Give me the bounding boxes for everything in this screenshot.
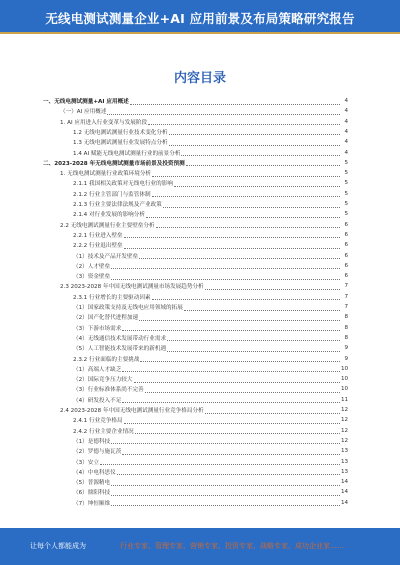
toc-leader-dots <box>107 108 340 115</box>
toc-entry-title: 2.1.1 我国相关政策对无线电行业的影响 <box>73 181 173 188</box>
toc-entry[interactable] <box>73 457 348 467</box>
toc-entry-title: （一）AI 应用概述 <box>60 109 107 116</box>
toc-leader-dots <box>145 386 340 393</box>
toc-page-number: 6 <box>344 273 348 280</box>
toc-entry[interactable] <box>73 384 348 394</box>
toc-entry[interactable] <box>60 117 348 127</box>
header-accent-line <box>0 32 400 34</box>
toc-entry-title: 2.1.2 行业主管部门与监管体制 <box>73 191 151 198</box>
toc-entry[interactable] <box>73 364 348 374</box>
toc-entry[interactable] <box>73 343 348 353</box>
toc-entry-title: （2）人才壁垒 <box>73 263 111 270</box>
toc-entry-title: 1.3 无线电测试测量行业发展特点分析 <box>73 140 168 147</box>
toc-entry-title: 1.2 无线电测试测量行业技术变化分析 <box>73 129 168 136</box>
toc-entry[interactable] <box>73 415 348 425</box>
toc-page-number: 5 <box>344 170 348 177</box>
toc-page-number: 4 <box>344 139 348 146</box>
toc-page-number: 5 <box>344 159 348 166</box>
toc-entry[interactable] <box>73 374 348 384</box>
toc-page-number: 6 <box>344 262 348 269</box>
toc-page-number: 14 <box>341 479 349 486</box>
toc-leader-dots <box>167 334 340 341</box>
footer-expert-list: 行业专家、管理专家、营销专家、投资专家、战略专家、成功企业家…… <box>120 542 344 550</box>
toc-leader-dots <box>174 180 340 187</box>
toc-leader-dots <box>111 273 340 280</box>
toc-entry-title: （2）罗德与施瓦茨 <box>73 449 122 456</box>
toc-leader-dots <box>100 458 340 465</box>
toc-entry[interactable] <box>73 477 348 487</box>
toc-page-number: 6 <box>344 221 348 228</box>
toc-entry-title: 二、2023-2028 年无线电测试测量市场前景及投资预测 <box>43 160 185 167</box>
toc-entry[interactable] <box>73 354 348 364</box>
toc-entry[interactable] <box>60 281 348 291</box>
toc-page-number: 5 <box>344 211 348 218</box>
toc-leader-dots <box>111 489 340 496</box>
toc-page-number: 13 <box>341 468 349 475</box>
toc-page-number: 14 <box>341 489 349 496</box>
toc-heading: 内容目录 <box>173 71 226 86</box>
toc-page-number: 10 <box>341 365 349 372</box>
toc-entry[interactable] <box>73 498 348 508</box>
toc-page-number: 5 <box>344 201 348 207</box>
toc-leader-dots <box>117 468 340 475</box>
toc-entry[interactable] <box>73 261 348 271</box>
toc-page-number: 7 <box>344 293 348 300</box>
toc-leader-dots <box>169 128 340 135</box>
toc-page-number: 4 <box>344 98 348 104</box>
toc-entry[interactable] <box>73 199 348 209</box>
toc-entry-title: 2.3.1 行业增长的主要驱动因素 <box>73 294 151 301</box>
toc-entry[interactable] <box>43 96 348 106</box>
toc-leader-dots <box>152 190 340 197</box>
toc-entry[interactable] <box>73 302 348 312</box>
toc-page-number: 9 <box>344 345 348 352</box>
toc-entry-title: 2.4.2 行业主要企业情况 <box>73 428 134 435</box>
toc-page-number: 10 <box>341 376 349 383</box>
toc-entry[interactable] <box>73 178 348 188</box>
toc-entry[interactable] <box>73 271 348 281</box>
toc-leader-dots <box>156 221 340 228</box>
toc-leader-dots <box>146 211 340 218</box>
toc-entry[interactable] <box>60 220 348 230</box>
toc-entry-title: （3）资金壁垒 <box>73 274 111 281</box>
toc-leader-dots <box>169 139 340 146</box>
toc-page-number: 10 <box>341 386 349 393</box>
toc-entry-title: 1.4 AI 赋能无线电测试测量行业的前景分析 <box>73 150 181 157</box>
toc-page-number: 5 <box>344 190 348 197</box>
table-of-contents <box>0 96 400 528</box>
toc-entry-title: 一、无线电测试测量+AI 应用概述 <box>43 99 129 105</box>
toc-page-number: 12 <box>341 437 349 444</box>
report-header-bar <box>0 0 400 32</box>
toc-entry-title: 2.3.2 行业面临的主要挑战 <box>73 356 140 363</box>
toc-leader-dots <box>124 231 340 238</box>
toc-entry[interactable] <box>73 292 348 302</box>
toc-leader-dots <box>111 437 340 444</box>
toc-entry-title: （5）人工智能技术发展带来的新机遇 <box>73 346 167 353</box>
toc-entry[interactable] <box>73 436 348 446</box>
toc-page-number: 8 <box>344 324 348 331</box>
toc-entry[interactable] <box>60 168 348 178</box>
toc-entry-title: （1）国家政策支持及无线电应用领域的拓展 <box>73 305 183 311</box>
toc-entry[interactable] <box>73 395 348 405</box>
toc-leader-dots <box>205 407 340 414</box>
toc-entry-title: （2）国际竞争压力较大 <box>73 377 133 384</box>
toc-page-number: 4 <box>344 118 348 125</box>
toc-leader-dots <box>122 396 340 403</box>
toc-entry[interactable] <box>73 148 348 158</box>
toc-leader-dots <box>111 479 340 486</box>
toc-page-number: 4 <box>344 108 348 115</box>
toc-page-number: 8 <box>344 314 348 321</box>
toc-entry-title: （4）研发投入不足 <box>73 397 122 404</box>
toc-entry[interactable] <box>73 240 348 250</box>
toc-entry-title: （3）下游市场需求 <box>73 325 122 332</box>
toc-page-number: 6 <box>344 252 348 259</box>
toc-page-number: 7 <box>344 283 348 290</box>
toc-entry[interactable] <box>73 189 348 199</box>
toc-entry[interactable] <box>73 467 348 477</box>
toc-entry[interactable] <box>73 333 348 343</box>
footer-slogan: 让每个人都能成为 <box>30 542 86 550</box>
toc-page-number: 12 <box>341 407 349 413</box>
toc-entry-title: 2.2.1 行业进入壁垒 <box>73 232 123 239</box>
toc-entry[interactable] <box>73 127 348 137</box>
toc-entry[interactable] <box>73 323 348 333</box>
toc-leader-dots <box>124 417 340 424</box>
toc-entry-title: （3）行业标准体系尚不完善 <box>73 387 144 394</box>
toc-entry-title: 2.1.4 对行业发展的影响分析 <box>73 212 145 219</box>
toc-page-number: 8 <box>344 334 348 341</box>
toc-leader-dots <box>134 376 341 383</box>
toc-entry[interactable] <box>73 426 348 436</box>
toc-entry-title: 2.4.1 行业竞争格局 <box>73 418 123 425</box>
toc-page-number: 5 <box>344 180 348 187</box>
toc-entry[interactable] <box>73 487 348 497</box>
toc-entry-title: 2.4 2023-2028 年中国无线电测试测量行业竞争格局分析 <box>60 408 204 414</box>
toc-entry-title: （4）无线通信技术发展带动行业需求 <box>73 335 167 342</box>
toc-entry-title: （5）普源精电 <box>73 480 111 487</box>
toc-entry-title: （2）国产化替代进程加速 <box>73 315 139 322</box>
toc-page-number: 11 <box>341 396 349 403</box>
toc-page-number: 7 <box>344 304 348 310</box>
toc-leader-dots <box>186 159 340 166</box>
toc-entry[interactable] <box>60 405 348 415</box>
toc-leader-dots <box>111 262 340 269</box>
toc-leader-dots <box>205 283 340 290</box>
toc-entry[interactable] <box>73 137 348 147</box>
toc-entry[interactable] <box>73 312 348 322</box>
toc-page-number: 13 <box>341 458 349 465</box>
toc-page-number: 9 <box>344 355 348 362</box>
toc-leader-dots <box>139 314 340 321</box>
toc-leader-dots <box>122 365 340 372</box>
report-title: 无线电测试测量企业+AI 应用前景及布局策略研究报告 <box>45 11 355 26</box>
toc-entry[interactable] <box>73 230 348 240</box>
toc-leader-dots <box>148 118 340 125</box>
toc-leader-dots <box>152 293 340 300</box>
toc-entry[interactable] <box>73 209 348 219</box>
toc-entry-title: （3）安立 <box>73 459 99 466</box>
toc-page-number: 13 <box>341 448 349 455</box>
toc-entry-title: （7）坤恒顺维 <box>73 500 111 507</box>
toc-page-number: 14 <box>341 499 349 506</box>
toc-leader-dots <box>122 324 340 331</box>
footer-bar <box>0 528 400 565</box>
toc-leader-dots <box>163 201 340 208</box>
toc-leader-dots <box>130 98 340 105</box>
toc-entry[interactable] <box>73 446 348 456</box>
toc-entry[interactable] <box>43 158 348 168</box>
toc-leader-dots <box>122 448 340 455</box>
toc-entry-title: 2.2 无线电测试测量行业主要壁垒分析 <box>60 222 155 229</box>
toc-entry-title: 2.1.3 行业主要法律法规及产业政策 <box>73 202 162 208</box>
toc-entry-title: （1）高端人才缺乏 <box>73 366 122 373</box>
toc-entry[interactable] <box>60 106 348 116</box>
toc-leader-dots <box>135 427 340 434</box>
toc-page-number: 4 <box>344 149 348 156</box>
toc-entry-title: （1）是德科技 <box>73 438 111 445</box>
toc-leader-dots <box>167 345 340 352</box>
toc-leader-dots <box>184 304 340 311</box>
toc-entry-title: （6）鼎阳科技 <box>73 490 111 497</box>
toc-leader-dots <box>111 499 340 506</box>
toc-entry-title: 2.3 2023-2028 年中国无线电测试测量市场发展趋势分析 <box>60 284 204 291</box>
toc-page-number: 6 <box>344 231 348 238</box>
toc-leader-dots <box>139 252 340 259</box>
toc-page-number: 12 <box>341 427 349 434</box>
toc-entry[interactable] <box>73 251 348 261</box>
toc-page-number: 6 <box>344 242 348 249</box>
toc-leader-dots <box>152 170 340 177</box>
toc-leader-dots <box>140 355 340 362</box>
toc-entry-title: 2.2.2 行业退出壁垒 <box>73 243 123 250</box>
toc-entry-title: （1）技术及产品开发壁垒 <box>73 253 139 260</box>
toc-page-number: 4 <box>344 128 348 135</box>
toc-leader-dots <box>124 242 340 249</box>
toc-entry-title: 1. AI 应用进入行业变革与发展阶段 <box>60 119 148 126</box>
toc-entry-title: （4）中电科思仪 <box>73 469 116 476</box>
toc-page-number: 12 <box>341 417 349 424</box>
toc-leader-dots <box>181 149 340 156</box>
toc-entry-title: 1. 无线电测试测量行业政策环境分析 <box>60 171 152 178</box>
